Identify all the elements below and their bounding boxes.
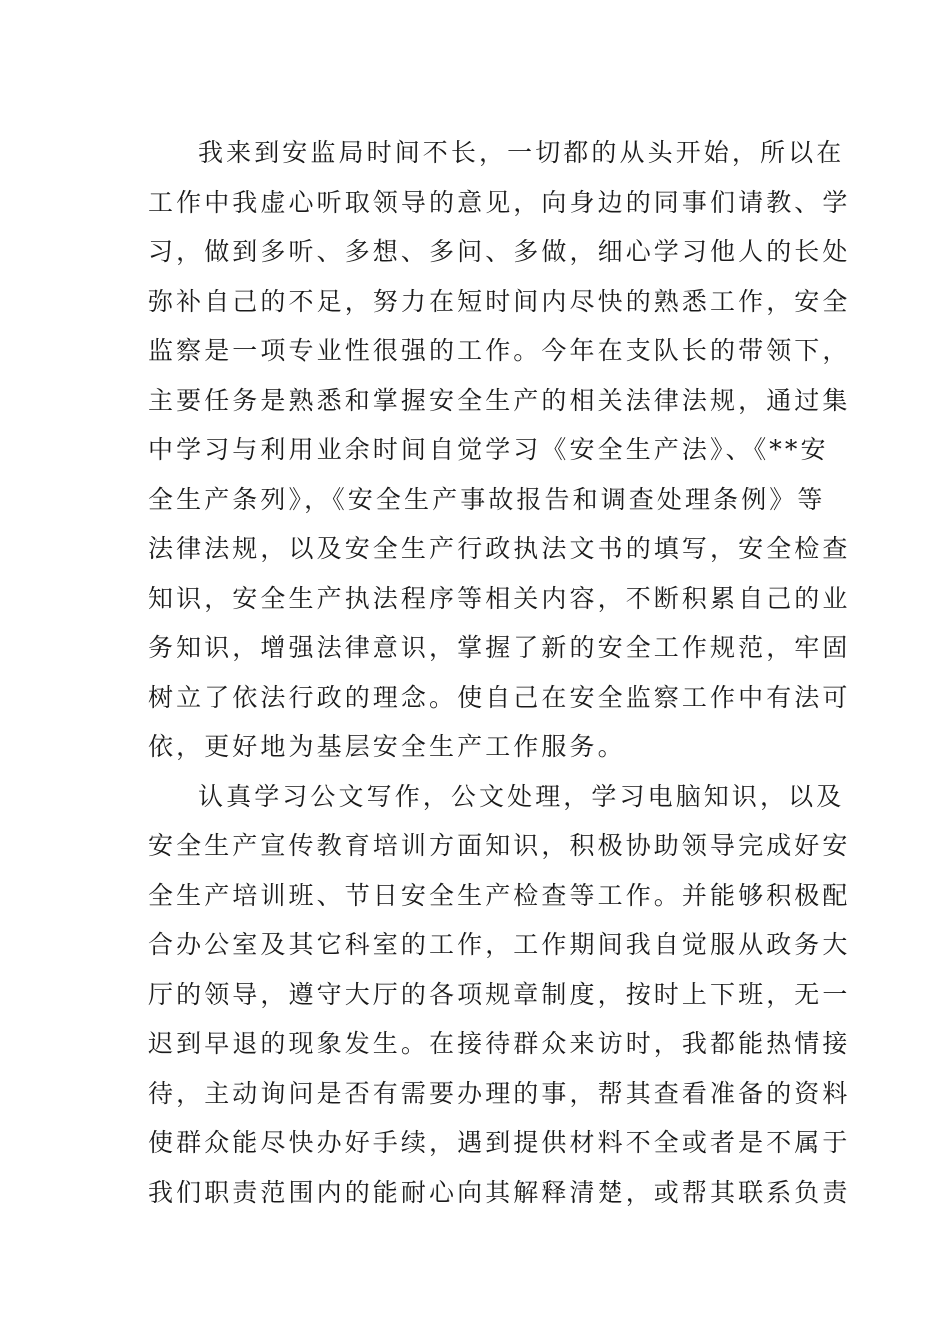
text-line: 弥补自己的不足，努力在短时间内尽快的熟悉工作，安全 <box>148 286 851 316</box>
text-line: 我们职责范围内的能耐心向其解释清楚，或帮其联系负责 <box>148 1177 851 1207</box>
text-line: 全生产培训班、节日安全生产检查等工作。并能够积极配 <box>148 880 851 910</box>
text-line: 主要任务是熟悉和掌握安全生产的相关法律法规，通过集 <box>148 385 851 415</box>
paragraph-2 <box>148 778 851 1224</box>
text-line: 知识，安全生产执法程序等相关内容，不断积累自己的业 <box>148 583 851 613</box>
paragraph-1 <box>148 134 851 778</box>
text-line: 待，主动询问是否有需要办理的事，帮其查看准备的资料 <box>148 1078 851 1108</box>
text-line: 我来到安监局时间不长，一切都的从头开始，所以在 <box>198 138 845 167</box>
text-line: 使群众能尽快办好手续，遇到提供材料不全或者是不属于 <box>148 1128 851 1157</box>
text-line: 树立了依法行政的理念。使自己在安全监察工作中有法可 <box>148 682 851 712</box>
text-line: 习，做到多听、多想、多问、多做，细心学习他人的长处 <box>148 237 851 266</box>
text-line: 依，更好地为基层安全生产工作服务。 <box>148 732 626 761</box>
text-line: 全生产条列》，《安全生产事故报告和调查处理条例》等 <box>148 484 826 514</box>
text-line: 务知识，增强法律意识，掌握了新的安全工作规范，牢固 <box>148 633 851 662</box>
text-line: 监察是一项专业性很强的工作。今年在支队长的带领下， <box>148 336 851 365</box>
text-line: 迟到早退的现象发生。在接待群众来访时，我都能热情接 <box>148 1029 851 1058</box>
text-line: 安全生产宣传教育培训方面知识，积极协助领导完成好安 <box>148 831 851 860</box>
text-line: 厅的领导，遵守大厅的各项规章制度，按时上下班，无一 <box>148 979 851 1009</box>
text-line: 工作中我虚心听取领导的意见，向身边的同事们请教、学 <box>148 187 851 217</box>
document-body <box>148 134 851 1223</box>
text-line: 中学习与利用业余时间自觉学习《安全生产法》、《**安 <box>148 435 829 464</box>
text-line: 法律法规，以及安全生产行政执法文书的填写，安全检查 <box>148 534 851 563</box>
text-line: 合办公室及其它科室的工作，工作期间我自觉服从政务大 <box>148 930 851 959</box>
text-line: 认真学习公文写作，公文处理，学习电脑知识，以及 <box>198 781 845 811</box>
